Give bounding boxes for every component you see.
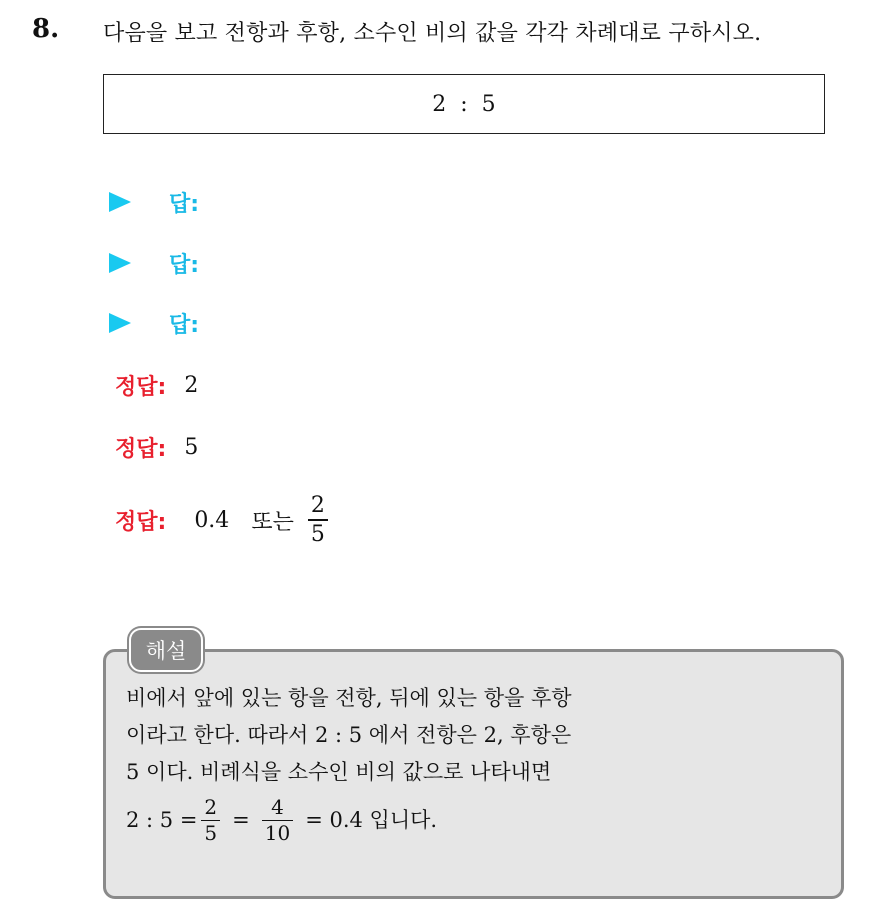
fraction-numerator: 2 (204, 795, 218, 819)
fraction-bar (308, 519, 328, 520)
play-icon (109, 192, 131, 212)
answer-row-2[interactable] (109, 243, 199, 283)
correct-answer-value: 5 (184, 434, 199, 460)
explanation-line-3: 5 이다. 비례식을 소수인 비의 값으로 나타내면 (126, 760, 552, 784)
answer-row-3[interactable] (109, 303, 199, 343)
fraction-denominator: 10 (264, 821, 291, 846)
question-text: 다음을 보고 전항과 후항, 소수인 비의 값을 각각 차례대로 구하시오. (103, 21, 762, 46)
correct-answer-row-1 (109, 365, 198, 405)
explanation-line-2: 이라고 한다. 따라서 2 : 5 에서 전항은 2, 후항은 (126, 723, 572, 747)
correct-answer-decimal: 0.4 (194, 507, 230, 533)
answer-label: 답: (169, 191, 200, 217)
math-fraction-2 (262, 797, 293, 844)
fraction-denominator: 5 (310, 521, 325, 547)
ratio-text: 2 : 5 (432, 91, 496, 117)
math-fraction-1 (201, 797, 220, 844)
question-number: 8. (32, 14, 60, 44)
play-icon (109, 253, 131, 273)
fraction-numerator: 2 (310, 493, 325, 519)
answer-row-1[interactable] (109, 182, 199, 222)
correct-answer-row-3 (109, 490, 332, 550)
fraction-numerator: 4 (271, 795, 284, 819)
fraction-denominator: 5 (204, 821, 218, 846)
explanation-line-1: 비에서 앞에 있는 항을 전항, 뒤에 있는 항을 후항 (126, 686, 572, 710)
correct-answer-label: 정답: (115, 509, 167, 535)
explanation-tag-label: 해설 (145, 639, 187, 663)
play-icon (109, 313, 131, 333)
answer-label: 답: (169, 252, 200, 278)
correct-answer-connector: 또는 (251, 509, 294, 535)
math-suffix: = 0.4 입니다. (305, 808, 438, 833)
answer-label: 답: (169, 312, 200, 338)
explanation-math (126, 797, 821, 844)
correct-answer-label: 정답: (115, 436, 167, 462)
explanation-box (103, 649, 844, 899)
correct-answer-label: 정답: (115, 374, 167, 400)
ratio-box (103, 74, 825, 134)
math-equals: = (232, 808, 250, 833)
correct-answer-value: 2 (184, 372, 199, 398)
explanation-tag (129, 628, 203, 672)
correct-answer-row-2 (109, 427, 198, 467)
math-prefix: 2 : 5 = (126, 808, 198, 833)
correct-answer-fraction (308, 494, 328, 546)
